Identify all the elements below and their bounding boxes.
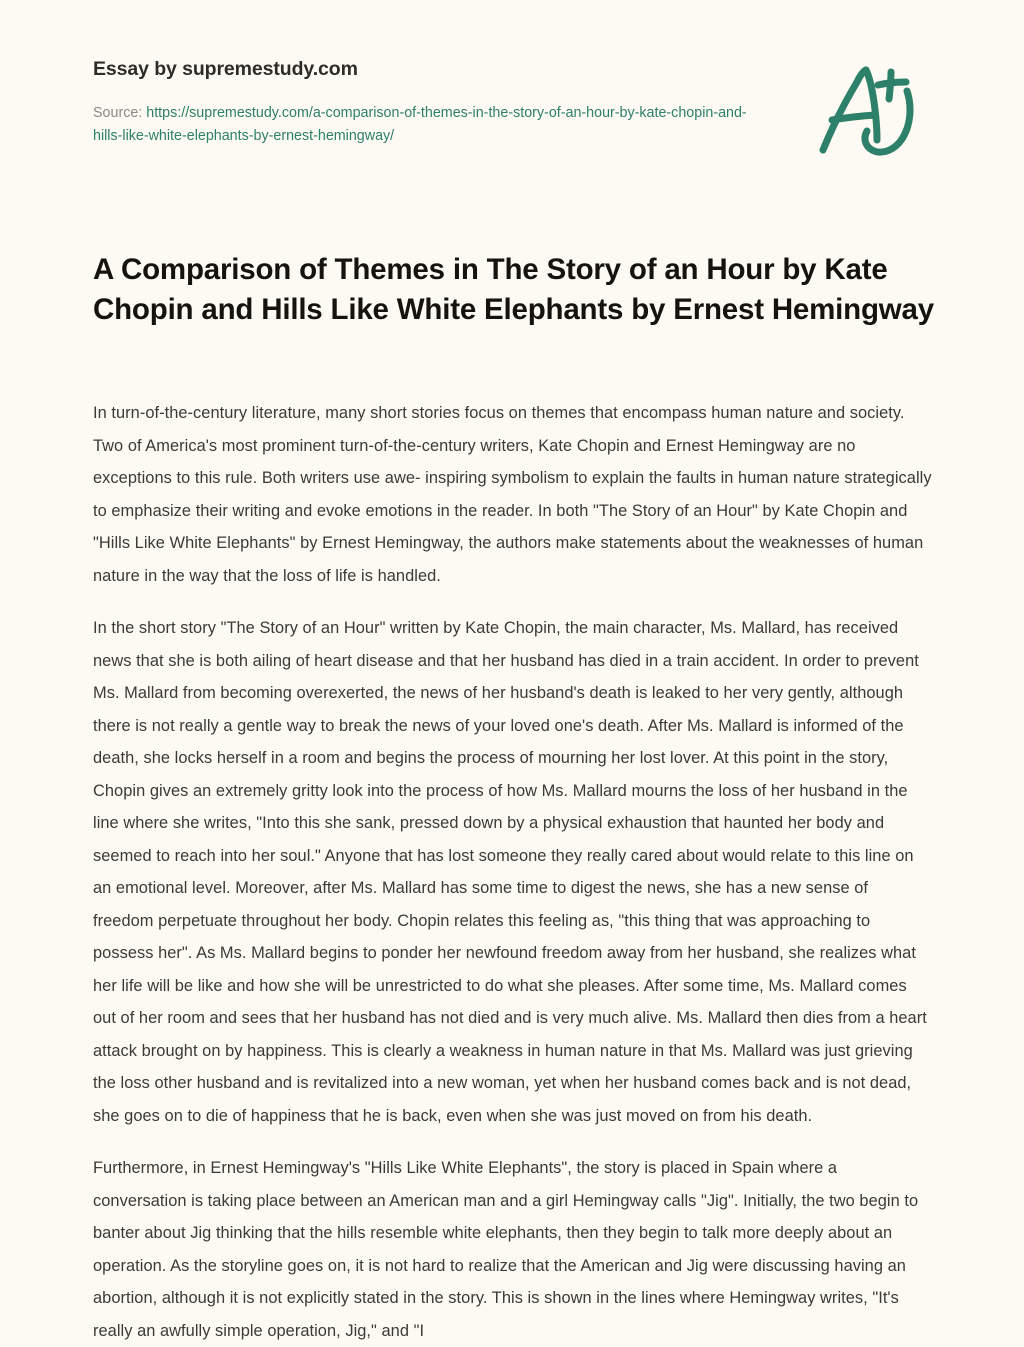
source-line (93, 102, 753, 148)
paragraph: In turn-of-the-century literature, many short stories focus on themes that encompass human nature and society. Two of America's most prominent turn-of-the-century writers, Kate Chopin and Ernest Hemingway are no exceptions to this rule. Both writers use awe- inspiring symbolism to explain the faults in human nature strategically to emphasize their writing and evoke emotions in the reader. In both "The Story of an Hour" by Kate Chopin and "Hills Like White Elephants" by Ernest Hemingway, the authors make statements about the weaknesses of human nature in the way that the loss of life is handled. (93, 404, 932, 585)
paragraph: In the short story "The Story of an Hour" written by Kate Chopin, the main character, Ms. Mallard, has received news that she is both ailing of heart disease and that her husband has died in a train accident. In order to prevent Ms. Mallard from becoming overexerted, the news of her husband's death is leaked to her very gently, although there is not really a gentle way to break the news of your loved one's death. After Ms. Mallard is informed of the death, she locks herself in a room and begins the process of mourning her lost lover. At this point in the story, Chopin gives an extremely gritty look into the process of how Ms. Mallard mourns the loss of her husband in the line where she writes, "Into this she sank, pressed down by a physical exhaustion that haunted her body and seemed to reach into her soul." Anyone that has lost someone they really cared about would relate to this line on an emotional level. Moreover, after Ms. Mallard has some time to digest the news, she has a new sense of freedom perpetuate throughout her body. Chopin relates this feeling as, "this thing that was approaching to possess her". As Ms. Mallard begins to ponder her newfound freedom away from her husband, she realizes what her life will be like and how she will be unrestricted to do what she pleases. After some time, Ms. Mallard comes out of her room and sees that her husband has not died and is very much alive. Ms. Mallard then dies from a heart attack brought on by happiness. This is clearly a weakness in human nature in that Ms. Mallard was just grieving the loss other husband and is revitalized into a new woman, yet when her husband comes back and is not dead, she goes on to die of happiness that he is back, even when she was just moved on from his death. (93, 619, 927, 1125)
document-header (93, 56, 793, 148)
source-url-link[interactable]: https://supremestudy.com/a-comparison-of-themes-in-the-story-of-an-hour-by-kate-chopin-and-hills-like-white-elephants-by-ernest-hemingway/ (93, 105, 747, 144)
a-plus-logo (812, 58, 922, 163)
article-body (93, 397, 933, 1347)
source-label: Source: (93, 105, 147, 121)
essay-byline: Essay by supremestudy.com (93, 58, 358, 80)
page-title: A Comparison of Themes in The Story of an Hour by Kate Chopin and Hills Like White Elephants by Ernest Hemingway (93, 253, 934, 326)
paragraph: Furthermore, in Ernest Hemingway's "Hills Like White Elephants", the story is placed in Spain where a conversation is taking place between an American man and a girl Hemingway calls "Jig". Initially, the two begin to banter about Jig thinking that the hills resemble white elephants, then they begin to talk more deeply about an operation. As the storyline goes on, it is not hard to realize that the American and Jig were discussing having an abortion, although it is not explicitly stated in the story. This is shown in the lines where Hemingway writes, "It's really an awfully simple operation, Jig," and "I (93, 1159, 919, 1340)
